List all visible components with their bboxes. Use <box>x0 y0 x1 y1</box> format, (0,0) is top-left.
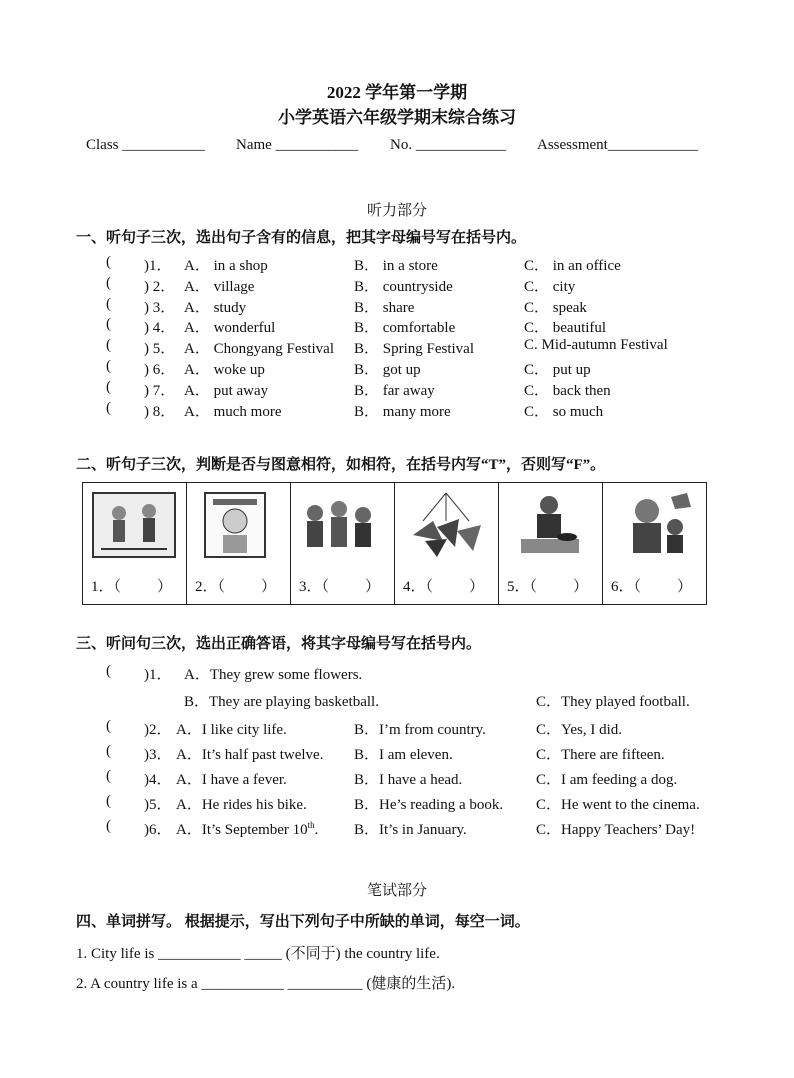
option-c: C． city <box>524 278 576 295</box>
answer-paren[interactable]: ( <box>106 793 111 809</box>
question-number: )2． <box>144 722 172 738</box>
option-a: A．He rides his bike. <box>176 797 307 813</box>
option-b: B． many more <box>354 403 451 420</box>
question-number: ) 7． <box>144 382 176 399</box>
question-number: )1． <box>144 667 172 683</box>
option-b: B．It’s in January. <box>354 822 467 838</box>
option-c: C．There are fifteen. <box>536 747 665 763</box>
picture-label-4[interactable]: 4．（ ） <box>403 579 485 595</box>
option-c: C． speak <box>524 299 587 316</box>
option-a-text: A．It’s September 10 <box>176 822 308 838</box>
name-field[interactable]: Name ___________ <box>236 137 359 153</box>
assessment-field[interactable]: Assessment____________ <box>537 137 698 153</box>
answer-paren[interactable]: ( <box>106 718 111 734</box>
option-b: B． share <box>354 299 415 316</box>
option-c: C．Happy Teachers’ Day! <box>536 822 696 838</box>
option-a: A． in a shop <box>184 258 268 274</box>
question-number: ) 6． <box>144 362 176 378</box>
option-c: C． beautiful <box>524 320 607 337</box>
cooking-icon <box>507 491 593 559</box>
picture-cell-5 <box>499 483 603 604</box>
written-section-title: 笔试部分 <box>366 883 427 899</box>
part1-question <box>0 296 794 316</box>
answer-paren[interactable]: ( <box>106 337 111 354</box>
picture-label-3[interactable]: 3．（ ） <box>299 579 381 595</box>
part3-question-1-options <box>0 690 794 710</box>
question-number: ) 8． <box>144 403 176 420</box>
option-b: B．I am eleven. <box>354 747 453 763</box>
picture-cell-1 <box>83 483 187 604</box>
option-c: C．He went to the cinema. <box>536 797 700 813</box>
family-chores-icon <box>91 491 177 559</box>
picture-strip <box>82 482 707 605</box>
answer-paren[interactable]: ( <box>106 358 111 374</box>
picture-label-5[interactable]: 5．（ ） <box>507 579 589 595</box>
question-number: )3． <box>144 747 172 763</box>
option-c: C． in an office <box>524 258 621 274</box>
option-b: B． far away <box>354 382 435 399</box>
part3-question <box>0 743 794 763</box>
listening-section-title: 听力部分 <box>366 203 427 219</box>
part3-question-1 <box>0 663 794 683</box>
ordinal-suffix: th <box>307 820 315 830</box>
part1-question <box>0 400 794 420</box>
answer-paren[interactable]: ( <box>106 254 111 270</box>
option-c: C．Yes, I did. <box>536 722 622 738</box>
spelling-line-1[interactable]: 1. City life is ___________ _____ (不同于) the country life. <box>76 946 440 962</box>
picture-cell-6 <box>603 483 706 604</box>
picture-label-2[interactable]: 2．（ ） <box>195 579 277 595</box>
picture-cell-2 <box>187 483 291 604</box>
part4-heading: 四、单词拼写。 根据提示，写出下列句子中所缺的单词，每空一词。 <box>76 914 530 930</box>
picture-label-1[interactable]: 1．（ ） <box>91 579 173 595</box>
answer-paren[interactable]: ( <box>106 274 111 291</box>
rice-dumplings-icon <box>403 491 489 559</box>
option-a-end: . <box>314 822 319 838</box>
answer-paren[interactable]: ( <box>106 399 111 416</box>
number-field[interactable]: No. ____________ <box>390 137 506 153</box>
part1-question <box>0 358 794 378</box>
question-number: ) 2． <box>144 278 176 295</box>
answer-paren[interactable]: ( <box>106 316 111 333</box>
option-a: A．I have a fever. <box>176 772 287 788</box>
option-b: B．I’m from country. <box>354 722 486 738</box>
option-a: A． village <box>184 278 255 295</box>
answer-paren[interactable]: ( <box>106 378 111 395</box>
answer-paren[interactable]: ( <box>106 295 111 312</box>
question-number: )6． <box>144 822 172 838</box>
people-chatting-icon <box>299 491 385 559</box>
option-b: B． got up <box>354 362 421 378</box>
option-a: A． much more <box>184 403 282 420</box>
answer-paren[interactable]: ( <box>106 768 111 784</box>
part1-question <box>0 379 794 399</box>
option-b: B． countryside <box>354 278 453 295</box>
part3-heading: 三、听问句三次，选出正确答语，将其字母编号写在括号内。 <box>76 636 482 652</box>
exam-title: 小学英语六年级学期末综合练习 <box>278 108 516 127</box>
part2-heading: 二、听句子三次，判断是否与图意相符，如相符，在括号内写“T”，否则写“F”。 <box>76 457 606 473</box>
option-a: A． wonderful <box>184 320 276 337</box>
option-b: B．I have a head. <box>354 772 463 788</box>
question-number: )5． <box>144 797 172 813</box>
card-picture-icon <box>195 491 281 559</box>
picture-cell-3 <box>291 483 395 604</box>
answer-paren[interactable]: ( <box>106 743 111 759</box>
option-b: B．He’s reading a book. <box>354 797 504 813</box>
option-b: B． Spring Festival <box>354 341 475 358</box>
elderly-couple-icon <box>611 491 697 559</box>
answer-paren[interactable]: ( <box>106 818 111 834</box>
option-c: C. Mid-autumn Festival <box>524 337 668 354</box>
part3-question <box>0 718 794 738</box>
option-b: B． comfortable <box>354 320 456 337</box>
exam-year-title: 2022 学年第一学期 <box>326 83 468 102</box>
part1-question <box>0 275 794 295</box>
picture-cell-4 <box>395 483 499 604</box>
part1-question <box>0 316 794 336</box>
option-c: C． put up <box>524 362 591 378</box>
option-c: C．They played football. <box>536 694 690 710</box>
question-number: )1． <box>144 258 172 274</box>
question-number: ) 5． <box>144 341 176 358</box>
option-c: C． so much <box>524 403 604 420</box>
option-c: C． back then <box>524 382 611 399</box>
option-a <box>176 818 318 839</box>
part3-question <box>0 793 794 813</box>
part1-heading: 一、听句子三次，选出句子含有的信息，把其字母编号写在括号内。 <box>76 230 527 246</box>
question-number: )4． <box>144 772 172 788</box>
option-a: A． study <box>184 299 247 316</box>
option-a: A． Chongyang Festival <box>184 341 334 358</box>
part1-question <box>0 337 794 357</box>
part3-question <box>0 818 794 838</box>
question-number: ) 4． <box>144 320 176 337</box>
part3-question <box>0 768 794 788</box>
option-a: A． put away <box>184 382 269 399</box>
class-field[interactable]: Class ___________ <box>86 137 205 153</box>
option-a: A．They grew some flowers. <box>184 667 363 683</box>
answer-paren[interactable]: ( <box>106 663 111 679</box>
question-number: ) 3． <box>144 299 176 316</box>
option-c: C．I am feeding a dog. <box>536 772 678 788</box>
option-a: A． woke up <box>184 362 265 378</box>
option-b: B．They are playing basketball. <box>184 694 379 710</box>
option-a: A．I like city life. <box>176 722 287 738</box>
option-a: A．It’s half past twelve. <box>176 747 324 763</box>
spelling-line-2[interactable]: 2. A country life is a ___________ __________ (健康的生活). <box>76 976 456 992</box>
part1-question <box>0 254 794 274</box>
option-b: B． in a store <box>354 258 438 274</box>
picture-label-6[interactable]: 6．（ ） <box>611 579 693 595</box>
